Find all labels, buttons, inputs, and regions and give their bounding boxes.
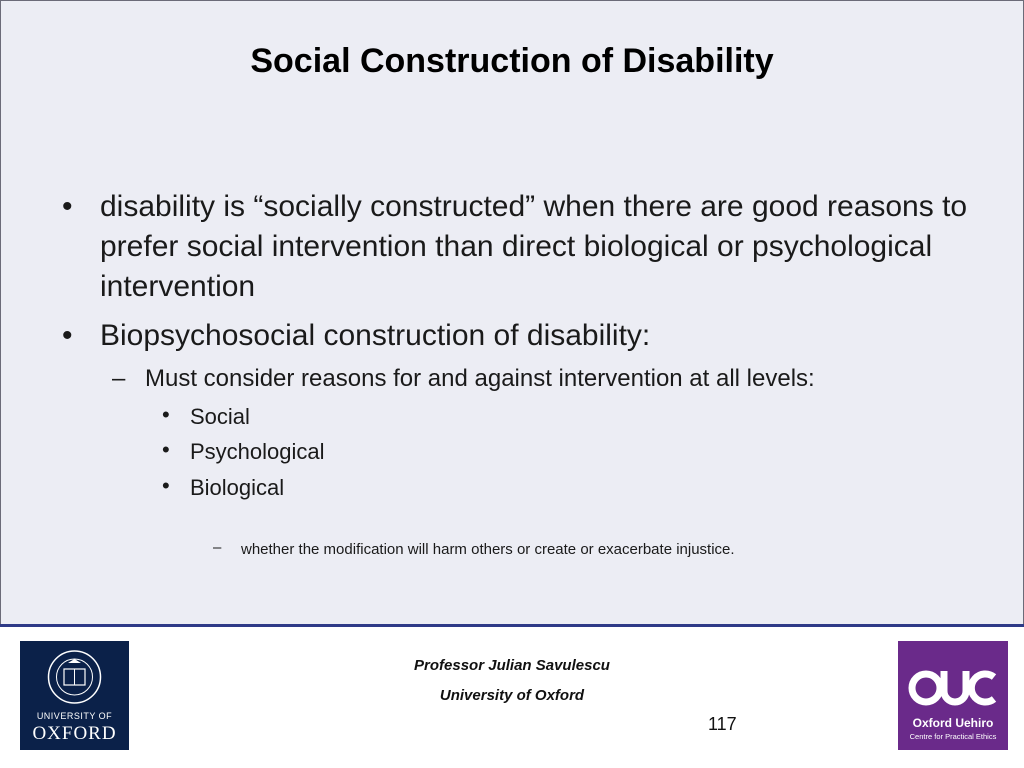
bullet-marker: • — [162, 402, 170, 427]
uehiro-logo — [898, 641, 1008, 750]
level-text: Psychological — [190, 439, 325, 464]
sub-bullet-text: Must consider reasons for and against intervention at all levels: — [145, 365, 815, 392]
bullet-text: disability is “socially constructed” when there are good reasons to prefer social intervention than direct biological or psychological intervention — [100, 190, 968, 303]
oxford-logo-line1: UNIVERSITY OF — [36, 711, 113, 721]
oxford-logo-line2: OXFORD — [32, 723, 117, 744]
bullet-marker: • — [162, 437, 170, 462]
uehiro-logo-line1: Oxford Uehiro — [912, 716, 994, 730]
bullet-marker: • — [62, 190, 73, 223]
footer-divider — [0, 624, 1024, 627]
level-text: Social — [190, 404, 250, 429]
bullet-marker: • — [62, 319, 73, 352]
uehiro-mark-icon — [906, 663, 1000, 713]
bullet-text: Biopsychosocial construction of disability: — [100, 319, 651, 352]
footer-institution: University of Oxford — [439, 687, 585, 704]
slide-title: Social Construction of Disability — [250, 42, 774, 80]
note-text: whether the modification will harm others or create or exacerbate injustice. — [241, 541, 735, 558]
bullet-marker: • — [162, 473, 170, 498]
page-number: 117 — [708, 714, 737, 734]
uehiro-logo-line2: Centre for Practical Ethics — [909, 732, 997, 741]
dash-marker: – — [213, 539, 222, 556]
dash-marker: – — [112, 365, 126, 392]
footer-author: Professor Julian Savulescu — [414, 657, 610, 674]
level-text: Biological — [190, 475, 285, 500]
